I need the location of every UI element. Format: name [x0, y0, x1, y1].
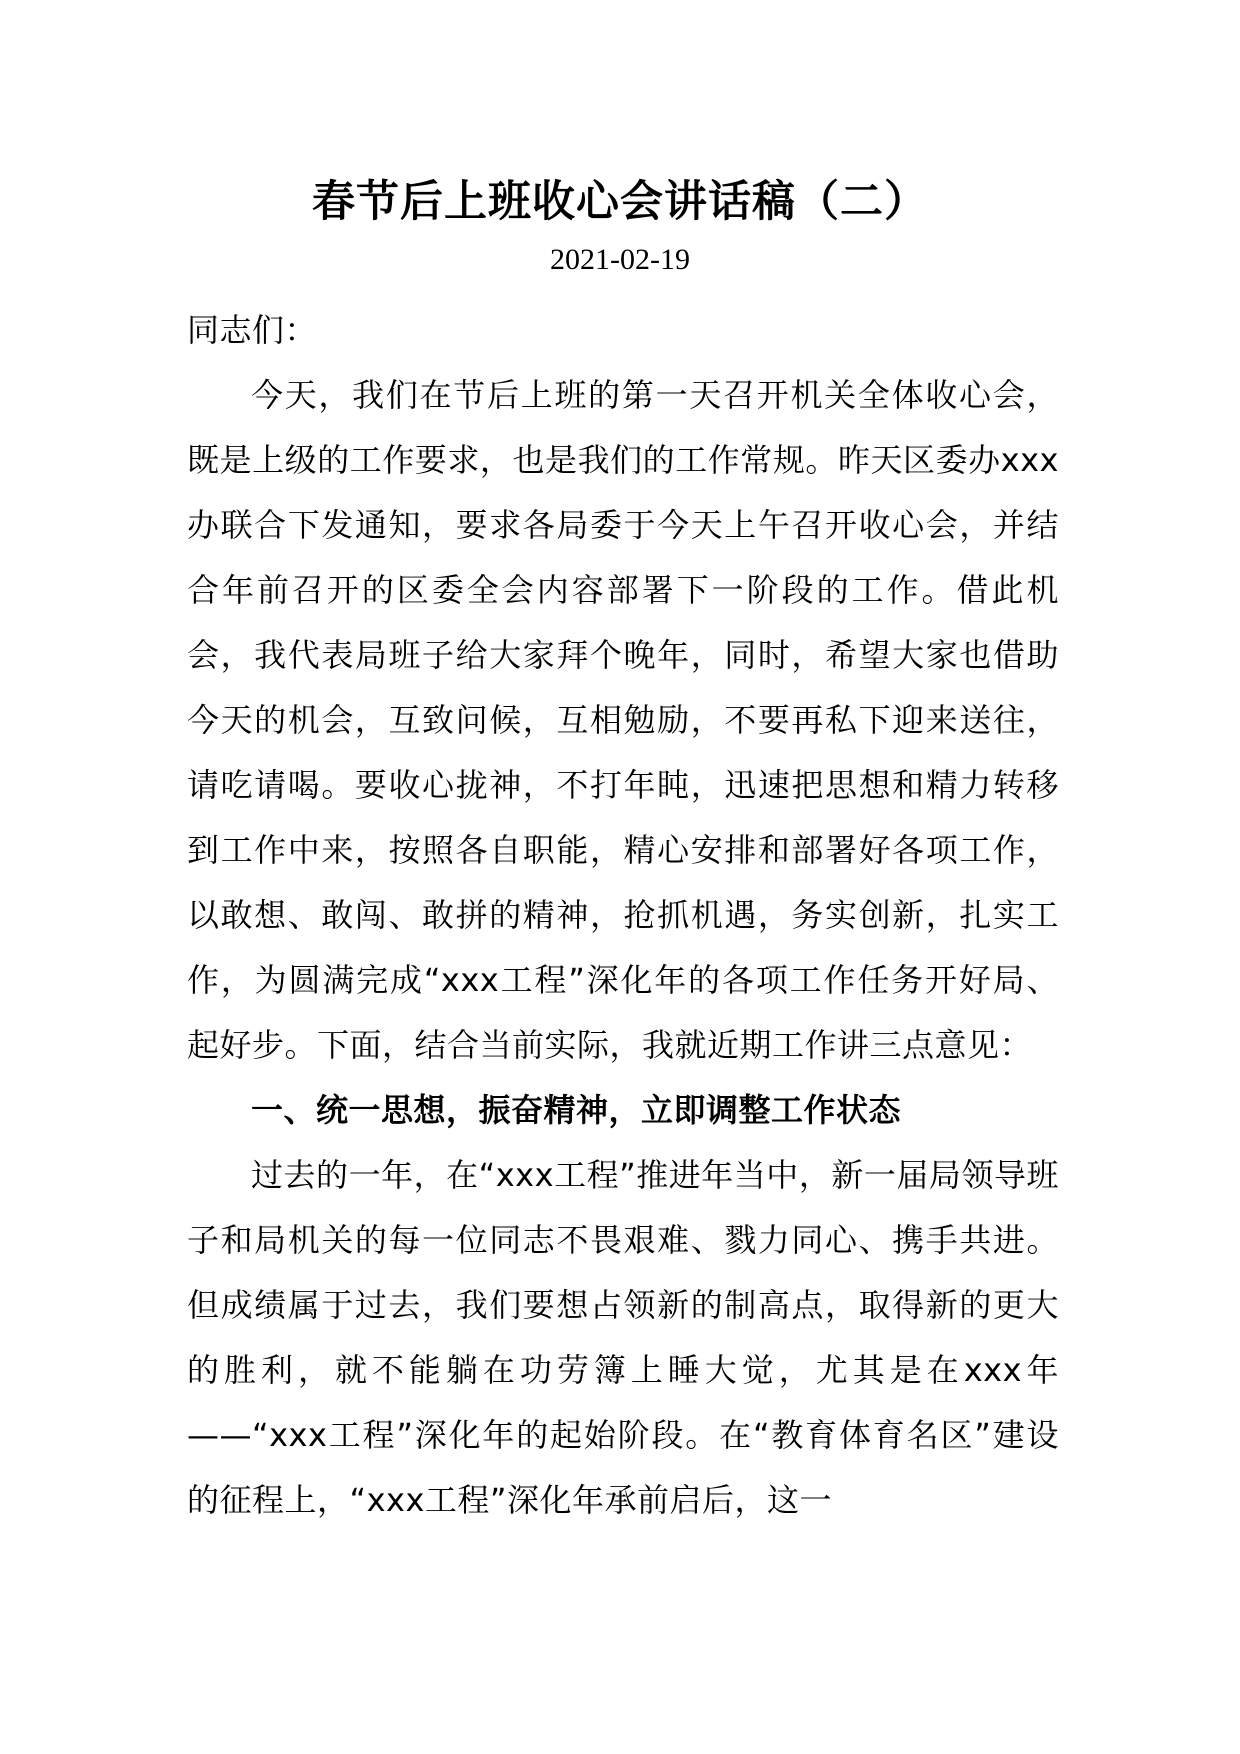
document-date: 2021-02-19: [550, 243, 690, 276]
paragraph: 今天，我们在节后上班的第一天召开机关全体收心会，既是上级的工作要求，也是我们的工作常规。昨天区委办xxx办联合下发通知，要求各局委于今天上午召开收心会，并结合年前召开的区委全会内容部署下一阶段的工作。借此机会，我代表局班子给大家拜个晚年，同时，希望大家也借助今天的机会，互致问候，互相勉励，不要再私下迎来送往，请吃请喝。要收心拢神，不打年盹，迅速把思想和精力转移到工作中来，按照各自职能，精心安排和部署好各项工作，以敢想、敢闯、敢拼的精神，抢抓机遇，务实创新，扎实工作，为圆满完成“xxx工程”深化年的各项工作任务开好局、起好步。下面，结合当前实际，我就近期工作讲三点意见：: [187, 376, 1059, 1064]
paragraph: 过去的一年，在“xxx工程”推进年当中，新一届局领导班子和局机关的每一位同志不畏艰难、戮力同心、携手共进。但成绩属于过去，我们要想占领新的制高点，取得新的更大的胜利，就不能躺在功劳簿上睡大觉，尤其是在xxx年——“xxx工程”深化年的起始阶段。在“教育体育名区”建设的征程上，“xxx工程”深化年承前启后，这一: [187, 1156, 1059, 1519]
document-body: [187, 298, 1059, 1533]
section-heading: 一、统一思想，振奋精神，立即调整工作状态: [251, 1091, 902, 1129]
document-title: 春节后上班收心会讲话稿（二）: [312, 177, 928, 227]
salutation: 同志们：: [187, 311, 318, 349]
